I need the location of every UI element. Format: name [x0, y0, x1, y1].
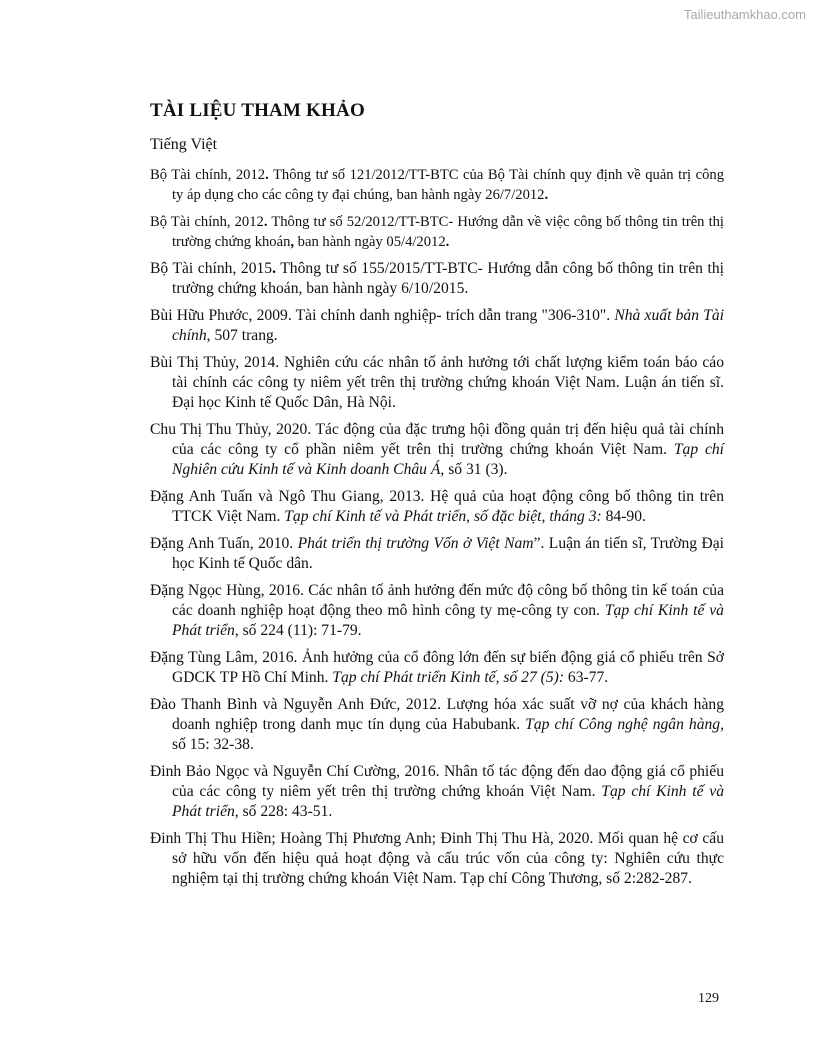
reference-list	[150, 165, 724, 896]
reference-text: Đinh Bảo Ngọc và Nguyễn Chí Cường, 2016. Nhân tố tác động đến dao động giá cổ phiếu của các công ty niêm yết trên thị trường chứng khoán Việt Nam.	[150, 763, 724, 800]
watermark: Tailieuthamkhao.com	[683, 7, 806, 22]
section-subtitle: Tiếng Việt	[150, 136, 218, 153]
reference-text: Tạp chí Kinh tế và Phát triển,	[172, 783, 724, 820]
reference-text: Đinh Thị Thu Hiền; Hoàng Thị Phương Anh; Đinh Thị Thu Hà, 2020. Mối quan hệ cơ cấu sở hữu vốn đến hiệu quả hoạt động và cấu trúc vốn của công ty: Nghiên cứu thực nghiệm tại thị trường chứng khoán Việt Nam. Tạp chí Công Thương, số 2:282-287.	[150, 830, 724, 887]
reference-text: 84-90.	[601, 508, 646, 525]
reference-text: .	[265, 167, 269, 183]
reference-text: ban hành ngày 26/7/2012	[392, 187, 545, 203]
reference-item	[150, 259, 724, 299]
reference-text: Nhà xuất bản Tài chính	[172, 307, 724, 344]
reference-item	[150, 829, 724, 889]
reference-text: , số 224 (11): 71-79.	[234, 622, 362, 639]
reference-text: 63-77.	[564, 669, 609, 686]
reference-text: Đặng Anh Tuấn và Ngô Thu Giang, 2013. Hệ quả của hoạt động công bố thông tin trên TTCK Việt Nam.	[150, 488, 724, 525]
reference-text: Bùi Hữu Phước, 2009. Tài chính danh nghiệp- trích dẫn trang "306-310".	[150, 307, 615, 324]
reference-text: Thông tư số 121/2012/TT-BTC của Bộ Tài chính quy định về quản trị công ty áp dụng cho các công ty đại chúng	[172, 167, 724, 203]
reference-item	[150, 306, 724, 346]
reference-text: .	[263, 214, 268, 230]
reference-text: Bộ Tài chính, 2012	[150, 214, 264, 230]
reference-text: ban hành ngày 05/4/2012	[294, 234, 446, 250]
reference-text: Phát triển thị trường Vốn ở Việt Nam	[297, 535, 534, 552]
page-number: 129	[698, 991, 719, 1006]
reference-text: Tạp chí Nghiên cứu Kinh tế và Kinh doanh Châu Á	[172, 441, 724, 478]
reference-text: ,	[290, 234, 295, 250]
reference-text: Đặng Anh Tuấn, 2010.	[150, 535, 298, 552]
page-title: TÀI LIỆU THAM KHẢO	[150, 100, 365, 121]
reference-text: Thông tư số 155/2015/TT-BTC- Hướng dẫn công bố thông tin trên thị trường chứng khoán, ban hành ngày 6/10/2015.	[172, 260, 724, 297]
reference-text: .	[272, 260, 276, 277]
reference-item	[150, 648, 724, 688]
reference-text: ”. Luận án tiến sĩ, Trường Đại học Kinh tế Quốc dân.	[172, 535, 724, 572]
reference-text: Tạp chí Phát triển Kinh tế, số 27 (5):	[332, 669, 565, 686]
reference-item	[150, 762, 724, 822]
reference-text: số 228: 43-51.	[238, 803, 333, 820]
reference-text: Đặng Ngọc Hùng, 2016. Các nhân tố ảnh hưởng đến mức độ công bố thông tin kế toán của các doanh nghiệp hoạt động theo mô hình công ty mẹ-công ty con.	[150, 582, 724, 619]
reference-text: Bộ Tài chính, 2015	[150, 260, 273, 277]
reference-item	[150, 581, 724, 641]
reference-text: Tạp chí Kinh tế và Phát triển	[172, 602, 724, 639]
reference-text: .	[544, 187, 549, 203]
reference-text: Bộ Tài chính, 2012	[150, 167, 266, 183]
reference-text: ,	[389, 187, 393, 203]
reference-text: Tạp chí Kinh tế và Phát triển, số đặc biệt, tháng 3:	[284, 508, 602, 525]
reference-text: .	[445, 234, 450, 250]
reference-text: , số 31 (3).	[440, 461, 508, 478]
reference-text: Đào Thanh Bình và Nguyễn Anh Đức, 2012. Lượng hóa xác suất vỡ nợ của khách hàng doanh nghiệp trong danh mục tín dụng của Habubank.	[150, 696, 724, 733]
reference-text: , 507 trang.	[206, 327, 278, 344]
reference-item	[150, 420, 724, 480]
reference-text: Bùi Thị Thủy, 2014. Nghiên cứu các nhân tố ảnh hưởng tới chất lượng kiểm toán báo cáo tài chính các công ty niêm yết trên thị trường chứng khoán Việt Nam. Luận án tiến sĩ. Đại học Kinh tế Quốc Dân, Hà Nội.	[150, 354, 724, 411]
reference-item	[150, 353, 724, 413]
reference-text: Đặng Tùng Lâm, 2016. Ảnh hưởng của cổ đông lớn đến sự biến động giá cổ phiếu trên Sở GDCK TP Hồ Chí Minh.	[150, 649, 724, 686]
reference-item	[150, 534, 724, 574]
reference-text: Tạp chí Công nghệ ngân hàng,	[525, 716, 724, 733]
reference-item	[150, 487, 724, 527]
reference-text: Chu Thị Thu Thủy, 2020. Tác động của đặc trưng hội đồng quản trị đến hiệu quả tài chính của các công ty cổ phần niêm yết trên thị trường chứng khoán Việt Nam.	[150, 421, 724, 458]
reference-item	[150, 212, 724, 252]
reference-text: Thông tư số 52/2012/TT-BTC- Hướng dẫn về việc công bố thông tin trên thị trường chứng khoán	[172, 214, 724, 250]
reference-item	[150, 165, 724, 205]
reference-item	[150, 695, 724, 755]
reference-text: số 15: 32-38.	[172, 736, 254, 753]
